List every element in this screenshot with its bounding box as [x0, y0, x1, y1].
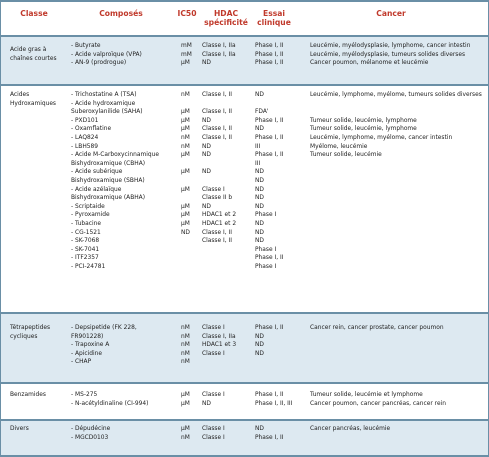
ic50-cell: nM — [181, 135, 190, 141]
hdac-cell: Classe I, IIa — [202, 51, 236, 58]
hdac-cell: Classe I, IIa — [202, 43, 236, 49]
cancer-cell: Cancer pancréas, leucémie — [310, 426, 391, 432]
essai-cell: III — [255, 143, 261, 150]
hdac-cell: Classe I — [202, 325, 225, 331]
cancer-cell: Cancer poumon, cancer pancréas, cancer rein — [310, 400, 446, 407]
essai-cell: ND — [255, 229, 264, 236]
compose-cell: - MGCD0103 — [71, 434, 109, 441]
compose-cell: - Butyrate — [71, 43, 101, 49]
ic50-cell: µM — [181, 60, 190, 67]
hdac-cell: Classe I — [202, 426, 225, 432]
compose-cell: FR901228) — [71, 333, 104, 340]
compose-cell: - AN-9 (prodrogue) — [71, 60, 127, 67]
ic50-cell: µM — [181, 392, 190, 398]
compose-cell: - Apicidine — [71, 350, 103, 357]
essai-cell: Phase I, II — [255, 434, 284, 441]
hdac-cell: Classe I, II — [202, 238, 232, 245]
header-composes: Composés — [99, 9, 143, 18]
cancer-cell: Tumeur solide, leucémie, lymphome — [310, 117, 417, 124]
essai-cell: FDA' — [255, 109, 269, 116]
cancer-cell: Tumeur solide, leucémie et lymphome — [310, 392, 423, 398]
ic50-cell: nM — [181, 333, 190, 340]
compose-cell: - ITF2357 — [71, 255, 99, 262]
hdac-cell: Classe I, IIa — [202, 333, 236, 340]
hdac-cell: ND — [202, 169, 211, 176]
essai-cell: Phase I, II, III — [255, 400, 293, 407]
essai-cell: ND — [255, 221, 264, 227]
essai-cell: ND — [255, 195, 264, 202]
hdac-cell: Classe I — [202, 434, 225, 441]
essai-cell: Phase I, II — [255, 60, 284, 67]
cancer-cell: Leucémie, lymphome, myélome, cancer intestin — [310, 135, 453, 141]
essai-cell: ND — [255, 333, 264, 340]
compose-cell: - Acide M-Carboxycinnamique — [71, 152, 159, 159]
ic50-cell: mM — [181, 51, 192, 58]
compose-cell: - MS-275 — [71, 392, 98, 398]
compose-cell: - PXD101 — [71, 117, 99, 124]
cancer-cell: Leucémie, myélodysplasie, tumeurs solides diverses — [310, 51, 466, 58]
section-classe: Acides Hydroxamiques — [10, 92, 57, 107]
section-classe: Acide gras à chaînes courtes — [10, 47, 57, 62]
ic50-cell: nM — [181, 359, 190, 366]
cancer-cell: Leucémie, myélodysplasie, lymphome, cancer intestin — [310, 43, 471, 49]
compose-cell: Suberoxylanilide (SAHA) — [71, 109, 143, 116]
compose-cell: - Trichostatine A (TSA) — [71, 92, 137, 98]
hdac-cell: Classe I — [202, 350, 225, 357]
ic50-cell: µM — [181, 169, 190, 176]
essai-cell: Phase I, II — [255, 392, 284, 398]
ic50-cell: µM — [181, 221, 190, 227]
essai-cell: III — [255, 160, 261, 167]
compose-cell: - Tubacine — [71, 221, 102, 227]
compose-cell: - Dépudécine — [71, 426, 111, 432]
ic50-cell: µM — [181, 117, 190, 124]
hdac-cell: HDAC1 et 3 — [202, 342, 237, 349]
essai-cell: ND — [255, 238, 264, 245]
ic50-cell: nM — [181, 143, 190, 150]
header-cancer: Cancer — [376, 9, 406, 18]
compose-cell: - Trapoxine A — [71, 342, 110, 349]
essai-cell: ND — [255, 92, 264, 98]
header-essai: Essai clinique — [257, 9, 291, 27]
ic50-cell: µM — [181, 152, 190, 159]
essai-cell: Phase I — [255, 264, 277, 270]
ic50-cell: µM — [181, 126, 190, 133]
hdac-cell: ND — [202, 152, 211, 159]
hdac-cell: ND — [202, 60, 211, 67]
hdac-cell: ND — [202, 117, 211, 124]
essai-cell: Phase I, II — [255, 152, 284, 159]
hdac-cell: HDAC1 et 2 — [202, 221, 237, 227]
essai-cell: ND — [255, 350, 264, 357]
essai-cell: Phase I, II — [255, 255, 284, 262]
ic50-cell: µM — [181, 212, 190, 219]
compose-cell: - Pyroxamide — [71, 212, 110, 219]
hdac-cell: Classe II b — [202, 195, 233, 202]
essai-cell: ND — [255, 178, 264, 184]
essai-cell: ND — [255, 203, 264, 210]
ic50-cell: µM — [181, 186, 190, 193]
cancer-cell: Myélome, leucémie — [310, 143, 368, 150]
cancer-cell: Cancer poumon, mélanome et leucémie — [310, 60, 429, 67]
ic50-cell: nM — [181, 342, 190, 349]
hdac-cell: Classe I, II — [202, 229, 232, 236]
hdac-cell: Classe I — [202, 186, 225, 193]
essai-cell: ND — [255, 126, 264, 133]
ic50-cell: µM — [181, 203, 190, 210]
hdac-cell: Classe I, II — [202, 109, 232, 116]
ic50-cell: µM — [181, 426, 190, 432]
compose-cell: - SK-7041 — [71, 246, 100, 253]
compose-cell: - Oxamflatine — [71, 126, 112, 133]
essai-cell: Phase I, II — [255, 325, 284, 331]
cancer-cell: Cancer rein, cancer prostate, cancer poumon — [310, 325, 444, 331]
section-classe: Tétrapeptides cycliques — [10, 325, 51, 340]
ic50-cell: nM — [181, 92, 190, 98]
hdac-cell: ND — [202, 143, 211, 150]
essai-cell: Phase I, II — [255, 117, 284, 124]
header-ic50: IC50 — [177, 9, 197, 18]
compose-cell: - LBH589 — [71, 143, 98, 150]
compose-cell: - Scriptaide — [71, 203, 105, 210]
section-classe: Divers — [10, 426, 29, 432]
hdac-cell: Classe I, II — [202, 135, 232, 141]
ic50-cell: nM — [181, 350, 190, 357]
compose-cell: Bishydroxamique (SBHA) — [71, 178, 145, 184]
compose-cell: - SK-7068 — [71, 238, 100, 245]
essai-cell: Phase I, II — [255, 135, 284, 141]
ic50-cell: nM — [181, 325, 190, 331]
compose-cell: - Acide hydroxamique — [71, 100, 136, 107]
essai-cell: ND — [255, 426, 264, 432]
essai-cell: Phase I, II — [255, 43, 284, 49]
ic50-cell: mM — [181, 43, 192, 49]
header-classe: Classe — [20, 9, 48, 18]
hdac-cell: Classe I, II — [202, 92, 232, 98]
compose-cell: - CG-1521 — [71, 229, 101, 236]
essai-cell: ND — [255, 169, 264, 176]
essai-cell: Phase I — [255, 246, 277, 253]
compose-cell: Bishydroxamique (ABHA) — [71, 195, 145, 202]
compose-cell: - CHAP — [71, 359, 92, 366]
header-hdac: HDAC spécificité — [204, 9, 248, 27]
hdac-cell: ND — [202, 203, 211, 210]
cancer-cell: Tumeur solide, leucémie, lymphome — [310, 126, 417, 133]
ic50-cell: µM — [181, 400, 190, 407]
compose-cell: - Acide valproïque (VPA) — [71, 51, 142, 58]
ic50-cell: ND — [181, 229, 190, 236]
cancer-cell: Leucémie, lymphome, myélome, tumeurs solides diverses — [310, 92, 482, 98]
hdac-cell: Classe I, II — [202, 126, 232, 133]
essai-cell: Phase I, II — [255, 51, 284, 58]
compose-cell: Bishydroxamique (CBHA) — [71, 160, 146, 167]
hdac-cell: HDAC1 et 2 — [202, 212, 237, 219]
compose-cell: - Depsipetide (FK 228, — [71, 325, 137, 331]
hdac-cell: ND — [202, 400, 211, 407]
hdac-cell: Classe I — [202, 392, 225, 398]
section-classe: Benzamides — [10, 392, 46, 398]
essai-cell: ND — [255, 342, 264, 349]
ic50-cell: µM — [181, 109, 190, 116]
compose-cell: - PCI-24781 — [71, 264, 106, 270]
cancer-cell: Tumeur solide, leucémie — [310, 152, 382, 159]
compose-cell: - N-acétyldinaline (CI-994) — [71, 400, 149, 407]
essai-cell: Phase I — [255, 212, 277, 219]
table-header — [1, 0, 488, 35]
compose-cell: - Acide subérique — [71, 169, 123, 176]
essai-cell: ND — [255, 186, 264, 193]
ic50-cell: nM — [181, 434, 190, 441]
compose-cell: - Acide azélaïque — [71, 186, 122, 193]
compose-cell: - LAQ824 — [71, 135, 99, 141]
